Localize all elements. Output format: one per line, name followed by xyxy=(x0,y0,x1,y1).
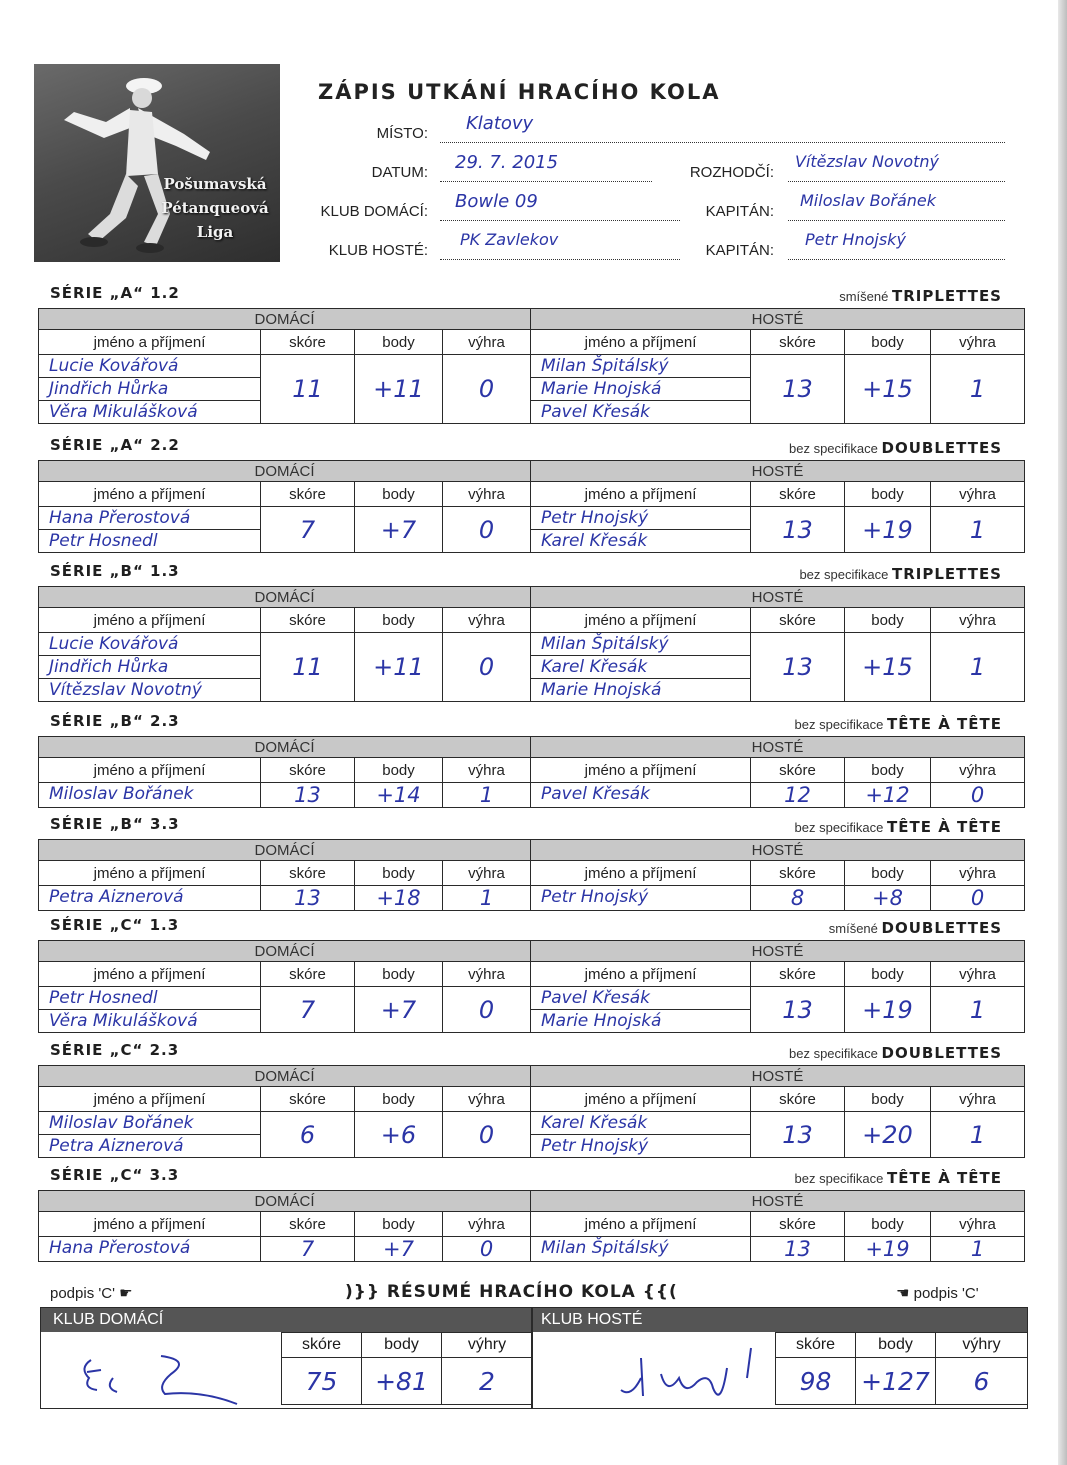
col-points: body xyxy=(355,962,443,987)
home-total-score: 75 xyxy=(282,1358,362,1405)
page-title: ZÁPIS UTKÁNÍ HRACÍHO KOLA xyxy=(318,80,721,104)
series-table xyxy=(38,308,1025,424)
home-points: +11 xyxy=(355,355,443,424)
col-points: body xyxy=(845,1087,931,1112)
col-name: jméno a příjmení xyxy=(39,1212,261,1237)
series-title: SÉRIE „B“ 1.3 xyxy=(50,562,180,580)
series-mode-prefix: bez specifikace xyxy=(794,717,884,732)
domaci-band: DOMÁCÍ xyxy=(39,1066,531,1087)
series-mode-prefix: bez specifikace xyxy=(794,820,884,835)
guest-player-name: Pavel Křesák xyxy=(541,784,651,804)
league-logo xyxy=(34,64,280,262)
col-points: body xyxy=(355,608,443,633)
guest-score: 13 xyxy=(751,355,845,424)
home-points: +6 xyxy=(355,1112,443,1158)
col-name: jméno a příjmení xyxy=(39,608,261,633)
series-mode-type: DOUBLETTES xyxy=(881,439,1002,457)
home-win: 0 xyxy=(443,355,531,424)
home-win: 1 xyxy=(443,783,531,808)
series-mode xyxy=(799,565,1002,583)
pointing-hand-left-icon: ☚ xyxy=(896,1285,910,1302)
guest-player-name: Petr Hnojský xyxy=(531,507,750,530)
klub-hoste-heading: KLUB HOSTÉ xyxy=(541,1311,643,1328)
series-mode xyxy=(795,1169,1002,1187)
col-points: body xyxy=(845,1212,931,1237)
home-score: 6 xyxy=(261,1112,355,1158)
summary-box xyxy=(40,1307,1028,1409)
home-points: +18 xyxy=(355,886,443,911)
guest-points: +19 xyxy=(845,1237,931,1262)
series-mode xyxy=(789,1044,1002,1062)
guest-win: 0 xyxy=(931,783,1025,808)
kapitan-hoste-label: KAPITÁN: xyxy=(705,242,774,259)
col-score: skóre xyxy=(751,330,845,355)
home-win: 0 xyxy=(443,1112,531,1158)
podpis-right xyxy=(896,1284,979,1302)
guest-player-name: Milan Špitálský xyxy=(531,355,750,378)
home-player-name: Jindřich Hůrka xyxy=(39,656,260,679)
col-name: jméno a příjmení xyxy=(531,758,751,783)
series-mode xyxy=(795,715,1002,733)
col-win: výhra xyxy=(443,758,531,783)
guest-wins-label: výhry xyxy=(936,1333,1028,1358)
col-win: výhra xyxy=(931,861,1025,886)
col-win: výhra xyxy=(931,962,1025,987)
col-score: skóre xyxy=(751,962,845,987)
guest-player-name: Petr Hnojský xyxy=(541,887,649,907)
guest-score: 13 xyxy=(751,1237,845,1262)
col-win: výhra xyxy=(443,962,531,987)
guest-points: +15 xyxy=(845,355,931,424)
guest-player-name: Petr Hnojský xyxy=(541,1136,649,1156)
series-mode xyxy=(795,818,1002,836)
home-player-name: Hana Přerostová xyxy=(49,1238,191,1258)
col-score: skóre xyxy=(751,608,845,633)
logo-text: Pošumavská Pétanqueová Liga xyxy=(161,175,269,241)
guest-score: 8 xyxy=(751,886,845,911)
series-mode-type: TÊTE À TÊTE xyxy=(887,818,1002,836)
guest-players xyxy=(531,886,751,911)
col-points: body xyxy=(845,861,931,886)
hoste-band: HOSTÉ xyxy=(531,1191,1025,1212)
col-score: skóre xyxy=(261,482,355,507)
guest-score-label: skóre xyxy=(776,1333,856,1358)
home-players xyxy=(39,355,261,424)
col-win: výhra xyxy=(931,330,1025,355)
series-title: SÉRIE „C“ 3.3 xyxy=(50,1166,180,1184)
home-player-name: Petra Aiznerová xyxy=(49,887,184,907)
home-points: +7 xyxy=(355,1237,443,1262)
col-win: výhra xyxy=(931,608,1025,633)
guest-players xyxy=(531,633,751,702)
podpis-left-label: podpis 'C' xyxy=(50,1285,115,1302)
guest-players xyxy=(531,1112,751,1158)
kapitan-domaci-label: KAPITÁN: xyxy=(705,203,774,220)
home-score: 7 xyxy=(261,1237,355,1262)
series-mode-type: TRIPLETTES xyxy=(891,287,1002,305)
col-score: skóre xyxy=(751,482,845,507)
guest-points: +19 xyxy=(845,987,931,1033)
col-name: jméno a příjmení xyxy=(531,482,751,507)
home-player-name: Miloslav Bořánek xyxy=(39,1112,260,1135)
domaci-band: DOMÁCÍ xyxy=(39,587,531,608)
home-score: 11 xyxy=(261,355,355,424)
home-total-points: +81 xyxy=(362,1358,442,1405)
series-table xyxy=(38,1065,1025,1158)
guest-win: 1 xyxy=(931,355,1025,424)
series-title: SÉRIE „C“ 1.3 xyxy=(50,916,180,934)
col-points: body xyxy=(845,330,931,355)
col-points: body xyxy=(355,1212,443,1237)
guest-player-name: Marie Hnojská xyxy=(531,378,750,401)
home-wins-label: výhry xyxy=(442,1333,533,1358)
home-points: +7 xyxy=(355,507,443,553)
col-points: body xyxy=(355,330,443,355)
col-score: skóre xyxy=(751,1212,845,1237)
col-points: body xyxy=(845,962,931,987)
home-player-name: Lucie Kovářová xyxy=(39,355,260,378)
series-mode-type: DOUBLETTES xyxy=(881,919,1002,937)
domaci-band: DOMÁCÍ xyxy=(39,1191,531,1212)
guest-player-name: Karel Křesák xyxy=(531,656,750,679)
col-win: výhra xyxy=(931,758,1025,783)
col-win: výhra xyxy=(931,1212,1025,1237)
hoste-band: HOSTÉ xyxy=(531,941,1025,962)
home-win: 0 xyxy=(443,633,531,702)
series-mode-type: TÊTE À TÊTE xyxy=(887,715,1002,733)
guest-captain-signature xyxy=(601,1338,801,1408)
home-total-wins: 2 xyxy=(442,1358,533,1405)
col-name: jméno a příjmení xyxy=(531,1212,751,1237)
domaci-band: DOMÁCÍ xyxy=(39,840,531,861)
home-score: 13 xyxy=(261,886,355,911)
guest-player-name: Milan Špitálský xyxy=(531,633,750,656)
hoste-band: HOSTÉ xyxy=(531,309,1025,330)
domaci-band: DOMÁCÍ xyxy=(39,461,531,482)
col-name: jméno a příjmení xyxy=(39,482,261,507)
guest-win: 1 xyxy=(931,1237,1025,1262)
home-player-name: Petr Hosnedl xyxy=(49,531,158,551)
guest-win: 0 xyxy=(931,886,1025,911)
home-player-name: Vítězslav Novotný xyxy=(49,680,202,700)
misto-label: MÍSTO: xyxy=(376,125,428,142)
series-table xyxy=(38,940,1025,1033)
guest-players xyxy=(531,783,751,808)
col-points: body xyxy=(355,758,443,783)
guest-win: 1 xyxy=(931,507,1025,553)
domaci-value: Bowle 09 xyxy=(455,191,538,212)
col-win: výhra xyxy=(443,861,531,886)
col-win: výhra xyxy=(443,330,531,355)
rozhodci-value: Vítězslav Novotný xyxy=(795,152,939,171)
domaci-band: DOMÁCÍ xyxy=(39,309,531,330)
series-table xyxy=(38,839,1025,911)
hoste-value: PK Zavlekov xyxy=(460,230,559,249)
home-score-label: skóre xyxy=(282,1333,362,1358)
guest-points: +12 xyxy=(845,783,931,808)
guest-players xyxy=(531,355,751,424)
col-name: jméno a příjmení xyxy=(39,1087,261,1112)
guest-total-score: 98 xyxy=(776,1358,856,1405)
series-table xyxy=(38,460,1025,553)
home-score: 11 xyxy=(261,633,355,702)
hoste-band: HOSTÉ xyxy=(531,1066,1025,1087)
series-title: SÉRIE „A“ 1.2 xyxy=(50,284,180,302)
home-player-name: Petra Aiznerová xyxy=(49,1136,184,1156)
home-score: 7 xyxy=(261,987,355,1033)
series-table xyxy=(38,1190,1025,1262)
col-score: skóre xyxy=(751,758,845,783)
series-title: SÉRIE „B“ 2.3 xyxy=(50,712,180,730)
guest-score: 13 xyxy=(751,1112,845,1158)
series-title: SÉRIE „A“ 2.2 xyxy=(50,436,180,454)
col-name: jméno a příjmení xyxy=(39,861,261,886)
home-player-name: Miloslav Bořánek xyxy=(49,784,194,804)
col-score: skóre xyxy=(751,1087,845,1112)
col-name: jméno a příjmení xyxy=(39,758,261,783)
series-mode xyxy=(839,287,1002,305)
resume-title: )}} RÉSUMÉ HRACÍHO KOLA {{( xyxy=(345,1282,678,1302)
guest-player-name: Pavel Křesák xyxy=(541,402,651,422)
datum-value: 29. 7. 2015 xyxy=(455,152,559,173)
misto-value: Klatovy xyxy=(466,113,534,134)
series-table xyxy=(38,736,1025,808)
home-player-name: Lucie Kovářová xyxy=(39,633,260,656)
series-mode-prefix: smíšené xyxy=(839,289,889,304)
home-points-label: body xyxy=(362,1333,442,1358)
home-player-name: Petr Hosnedl xyxy=(39,987,260,1010)
col-name: jméno a příjmení xyxy=(39,962,261,987)
home-win: 0 xyxy=(443,987,531,1033)
col-score: skóre xyxy=(261,330,355,355)
domaci-band: DOMÁCÍ xyxy=(39,737,531,758)
col-win: výhra xyxy=(931,1087,1025,1112)
col-score: skóre xyxy=(261,861,355,886)
guest-player-name: Marie Hnojská xyxy=(541,680,662,700)
home-win: 0 xyxy=(443,1237,531,1262)
home-summary-table xyxy=(281,1332,533,1405)
pointing-hand-right-icon: ☛ xyxy=(119,1285,133,1302)
guest-player-name: Marie Hnojská xyxy=(541,1011,662,1031)
series-table xyxy=(38,586,1025,702)
series-mode-prefix: smíšené xyxy=(828,921,878,936)
col-score: skóre xyxy=(261,1087,355,1112)
datum-label: DATUM: xyxy=(371,164,428,181)
col-win: výhra xyxy=(443,1087,531,1112)
guest-score: 13 xyxy=(751,987,845,1033)
podpis-left xyxy=(50,1284,133,1302)
series-mode xyxy=(829,919,1002,937)
col-name: jméno a příjmení xyxy=(39,330,261,355)
guest-points: +15 xyxy=(845,633,931,702)
domaci-label: KLUB DOMÁCÍ: xyxy=(320,203,428,220)
kapitan-domaci-value: Miloslav Bořánek xyxy=(800,191,937,210)
series-mode-type: TÊTE À TÊTE xyxy=(887,1169,1002,1187)
col-points: body xyxy=(355,861,443,886)
guest-summary-table xyxy=(775,1332,1028,1405)
guest-players xyxy=(531,987,751,1033)
col-name: jméno a příjmení xyxy=(531,1087,751,1112)
col-win: výhra xyxy=(443,1212,531,1237)
podpis-right-label: podpis 'C' xyxy=(913,1285,979,1302)
home-win: 0 xyxy=(443,507,531,553)
home-player-name: Věra Mikulášková xyxy=(49,1011,198,1031)
col-name: jméno a příjmení xyxy=(531,330,751,355)
col-score: skóre xyxy=(261,1212,355,1237)
hoste-band: HOSTÉ xyxy=(531,737,1025,758)
guest-total-wins: 6 xyxy=(936,1358,1028,1405)
guest-score: 13 xyxy=(751,633,845,702)
series-mode-prefix: bez specifikace xyxy=(794,1171,884,1186)
home-players xyxy=(39,1112,261,1158)
hoste-band: HOSTÉ xyxy=(531,840,1025,861)
col-points: body xyxy=(355,482,443,507)
col-name: jméno a příjmení xyxy=(531,962,751,987)
col-name: jméno a příjmení xyxy=(531,861,751,886)
home-player-name: Hana Přerostová xyxy=(39,507,260,530)
series-title: SÉRIE „C“ 2.3 xyxy=(50,1041,180,1059)
guest-win: 1 xyxy=(931,987,1025,1033)
series-mode-type: DOUBLETTES xyxy=(881,1044,1002,1062)
guest-player-name: Milan Špitálský xyxy=(541,1238,669,1258)
guest-players xyxy=(531,507,751,553)
guest-player-name: Karel Křesák xyxy=(541,531,648,551)
hoste-band: HOSTÉ xyxy=(531,461,1025,482)
series-mode xyxy=(789,439,1002,457)
series-title: SÉRIE „B“ 3.3 xyxy=(50,815,180,833)
guest-points: +20 xyxy=(845,1112,931,1158)
col-score: skóre xyxy=(261,758,355,783)
home-players xyxy=(39,886,261,911)
guest-player-name: Karel Křesák xyxy=(531,1112,750,1135)
col-points: body xyxy=(845,608,931,633)
home-win: 1 xyxy=(443,886,531,911)
col-points: body xyxy=(845,758,931,783)
home-score: 7 xyxy=(261,507,355,553)
home-points: +7 xyxy=(355,987,443,1033)
guest-points: +8 xyxy=(845,886,931,911)
home-players xyxy=(39,783,261,808)
home-captain-signature xyxy=(61,1338,281,1408)
guest-points: +19 xyxy=(845,507,931,553)
guest-players xyxy=(531,1237,751,1262)
col-points: body xyxy=(845,482,931,507)
rozhodci-label: ROZHODČÍ: xyxy=(689,164,774,181)
guest-player-name: Pavel Křesák xyxy=(531,987,750,1010)
guest-total-points: +127 xyxy=(856,1358,936,1405)
col-name: jméno a příjmení xyxy=(531,608,751,633)
series-mode-prefix: bez specifikace xyxy=(789,441,878,456)
col-score: skóre xyxy=(261,608,355,633)
home-player-name: Věra Mikulášková xyxy=(49,402,198,422)
col-win: výhra xyxy=(443,608,531,633)
home-player-name: Jindřich Hůrka xyxy=(39,378,260,401)
series-mode-type: TRIPLETTES xyxy=(891,565,1002,583)
home-players xyxy=(39,987,261,1033)
home-players xyxy=(39,507,261,553)
home-players xyxy=(39,1237,261,1262)
guest-score: 13 xyxy=(751,507,845,553)
home-score: 13 xyxy=(261,783,355,808)
series-mode-prefix: bez specifikace xyxy=(789,1046,878,1061)
kapitan-hoste-value: Petr Hnojský xyxy=(805,230,906,249)
guest-win: 1 xyxy=(931,633,1025,702)
domaci-band: DOMÁCÍ xyxy=(39,941,531,962)
guest-win: 1 xyxy=(931,1112,1025,1158)
page-edge-shadow xyxy=(1058,0,1067,1465)
col-score: skóre xyxy=(751,861,845,886)
home-points: +14 xyxy=(355,783,443,808)
summary-bar xyxy=(41,1308,1027,1332)
col-points: body xyxy=(355,1087,443,1112)
col-score: skóre xyxy=(261,962,355,987)
hoste-band: HOSTÉ xyxy=(531,587,1025,608)
col-win: výhra xyxy=(931,482,1025,507)
home-players xyxy=(39,633,261,702)
series-mode-prefix: bez specifikace xyxy=(799,567,889,582)
guest-points-label: body xyxy=(856,1333,936,1358)
col-win: výhra xyxy=(443,482,531,507)
guest-score: 12 xyxy=(751,783,845,808)
hoste-label: KLUB HOSTÉ: xyxy=(328,242,428,259)
klub-domaci-heading: KLUB DOMÁCÍ xyxy=(53,1311,164,1328)
home-points: +11 xyxy=(355,633,443,702)
